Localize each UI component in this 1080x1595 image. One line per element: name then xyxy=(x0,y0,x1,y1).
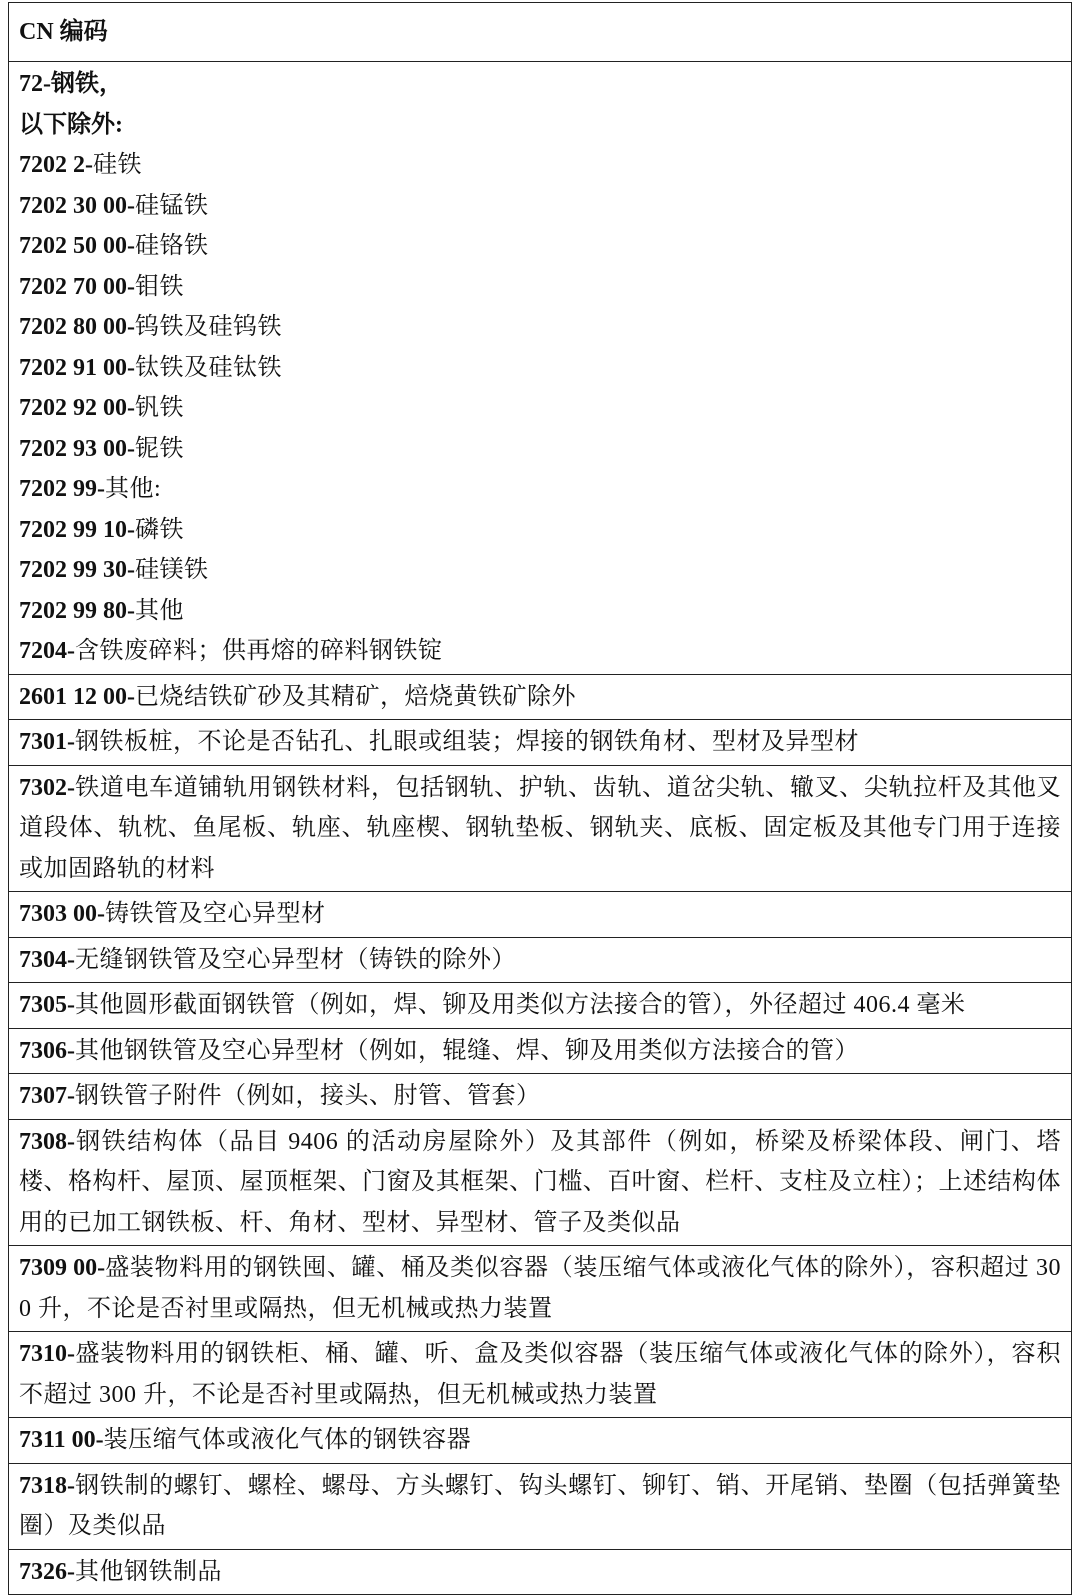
group-cell xyxy=(9,62,1072,675)
cn-code: 以下除外: xyxy=(19,111,123,138)
cn-description: 硅铬铁 xyxy=(135,233,209,259)
cn-code: 7304- xyxy=(19,946,75,973)
table-header-row xyxy=(9,3,1072,62)
table-cell xyxy=(9,720,1072,766)
group-line xyxy=(19,388,1061,429)
cn-code: 7202 2- xyxy=(19,152,93,178)
cn-description: 盛装物料用的钢铁柜、桶、罐、听、盒及类似容器（装压缩气体或液化气体的除外），容积不超过 300 升，不论是否衬里或隔热，但无机械或热力装置 xyxy=(19,1341,1061,1408)
cn-code: 7202 92 00- xyxy=(19,395,135,421)
cn-code: 7310- xyxy=(19,1341,75,1367)
cn-code: 7318- xyxy=(19,1472,75,1499)
table-cell xyxy=(9,1074,1072,1120)
table-row xyxy=(9,1119,1072,1246)
group-line xyxy=(19,591,1061,632)
cn-description: 钒铁 xyxy=(135,395,184,421)
table-cell xyxy=(9,937,1072,983)
table-cell xyxy=(9,674,1072,720)
group-line xyxy=(19,267,1061,308)
group-line xyxy=(19,550,1061,591)
table-row xyxy=(9,1246,1072,1332)
cn-code: 7326- xyxy=(19,1558,75,1585)
cn-code: 7204- xyxy=(19,638,75,664)
cn-code: 7303 00- xyxy=(19,901,105,927)
group-row-chapter-72 xyxy=(9,62,1072,675)
table-row xyxy=(9,1332,1072,1418)
cn-description: 装压缩气体或液化气体的钢铁容器 xyxy=(103,1427,472,1453)
cn-code: 7202 50 00- xyxy=(19,233,135,259)
cn-description: 盛装物料用的钢铁囤、罐、桶及类似容器（装压缩气体或液化气体的除外），容积超过 300 升，不论是否衬里或隔热，但无机械或热力装置 xyxy=(19,1255,1062,1322)
table-cell xyxy=(9,1463,1072,1549)
table-cell xyxy=(9,892,1072,938)
cn-description: 含铁废碎料；供再熔的碎料钢铁锭 xyxy=(75,638,443,664)
cn-description: 硅锰铁 xyxy=(135,192,209,219)
cn-description: 钢铁结构体（品目 9406 的活动房屋除外）及其部件（例如，桥梁及桥梁体段、闸门、塔楼、格构杆、屋顶、屋顶框架、门窗及其框架、门槛、百叶窗、栏杆、支柱及立柱）；上述结构体用的已加工钢铁板、杆、角材、型材、异型材、管子及类似品 xyxy=(19,1128,1061,1236)
table-row xyxy=(9,1418,1072,1464)
group-line xyxy=(19,510,1061,551)
cn-code: 2601 12 00- xyxy=(19,683,135,710)
table-row xyxy=(9,1028,1072,1074)
cn-code: 7202 93 00- xyxy=(19,435,135,462)
cn-description: 钛铁及硅钛铁 xyxy=(135,354,282,381)
cn-description: 硅铁 xyxy=(93,152,142,178)
cn-code: 7305- xyxy=(19,992,75,1018)
group-line xyxy=(19,64,1061,105)
table-cell xyxy=(9,1549,1072,1595)
group-line xyxy=(19,226,1061,267)
header-cell: CN 编码 xyxy=(9,3,1072,62)
cn-code: 7308- xyxy=(19,1128,75,1155)
cn-description: 其他圆形截面钢铁管（例如，焊、铆及用类似方法接合的管），外径超过 406.4 毫米 xyxy=(75,992,966,1018)
group-line xyxy=(19,186,1061,227)
table-cell xyxy=(9,1332,1072,1418)
cn-code: 7301- xyxy=(19,729,75,755)
cn-description: 铁道电车道铺轨用钢铁材料，包括钢轨、护轨、齿轨、道岔尖轨、辙叉、尖轨拉杆及其他叉道段体、轨枕、鱼尾板、轨座、轨座楔、钢轨垫板、钢轨夹、底板、固定板及其他专门用于连接或加固路轨的材料 xyxy=(19,774,1061,882)
table-row xyxy=(9,937,1072,983)
group-line xyxy=(19,105,1061,146)
cn-description: 硅镁铁 xyxy=(135,557,209,583)
table-row xyxy=(9,765,1072,892)
cn-description: 铸铁管及空心异型材 xyxy=(105,901,326,927)
group-line xyxy=(19,307,1061,348)
cn-code: 7311 00- xyxy=(19,1427,104,1453)
group-line xyxy=(19,631,1061,672)
cn-code: 7302- xyxy=(19,774,75,801)
table-body xyxy=(9,674,1072,1595)
cn-description: 其他钢铁管及空心异型材（例如，辊缝、焊、铆及用类似方法接合的管） xyxy=(75,1037,859,1064)
table-row xyxy=(9,720,1072,766)
cn-code: 7202 99 80- xyxy=(19,597,135,624)
cn-code: 7307- xyxy=(19,1083,75,1109)
table-cell xyxy=(9,1418,1072,1464)
cn-description: 钢铁板桩，不论是否钻孔、扎眼或组装；焊接的钢铁角材、型材及异型材 xyxy=(75,729,859,755)
table-row xyxy=(9,1549,1072,1595)
cn-description: 钢铁制的螺钉、螺栓、螺母、方头螺钉、钩头螺钉、铆钉、销、开尾销、垫圈（包括弹簧垫圈）及类似品 xyxy=(19,1472,1061,1539)
table-cell xyxy=(9,765,1072,892)
cn-description: 铌铁 xyxy=(135,435,184,462)
cn-code-table xyxy=(8,2,1072,1595)
cn-code: 7202 99 30- xyxy=(19,557,135,583)
group-line xyxy=(19,429,1061,470)
table-row xyxy=(9,892,1072,938)
cn-description: 其他: xyxy=(105,476,162,502)
cn-description: 钼铁 xyxy=(135,273,184,300)
table-row xyxy=(9,1074,1072,1120)
group-line xyxy=(19,145,1061,186)
cn-code-document xyxy=(8,2,1072,1595)
group-line xyxy=(19,348,1061,389)
cn-description: 其他钢铁制品 xyxy=(75,1558,222,1585)
table-cell xyxy=(9,1119,1072,1246)
table-cell xyxy=(9,983,1072,1029)
cn-code: 7202 70 00- xyxy=(19,273,135,300)
table-row xyxy=(9,1463,1072,1549)
cn-description: 其他 xyxy=(135,597,184,624)
cn-code: 7202 99- xyxy=(19,476,105,502)
cn-code: 7306- xyxy=(19,1037,75,1064)
cn-code: 7202 30 00- xyxy=(19,192,135,219)
cn-code: 7202 80 00- xyxy=(19,314,135,340)
table-cell xyxy=(9,1028,1072,1074)
cn-code: 7202 91 00- xyxy=(19,354,135,381)
cn-code: 72-钢铁， xyxy=(19,71,123,97)
group-line xyxy=(19,469,1061,510)
cn-description: 钢铁管子附件（例如，接头、肘管、管套） xyxy=(75,1083,541,1109)
table-cell xyxy=(9,1246,1072,1332)
table-row xyxy=(9,674,1072,720)
cn-description: 无缝钢铁管及空心异型材（铸铁的除外） xyxy=(75,946,516,973)
cn-description: 钨铁及硅钨铁 xyxy=(135,314,282,340)
cn-description: 已烧结铁矿砂及其精矿，焙烧黄铁矿除外 xyxy=(135,683,576,710)
cn-code: 7202 99 10- xyxy=(19,516,135,543)
cn-description: 磷铁 xyxy=(135,516,184,543)
cn-code: 7309 00- xyxy=(19,1255,106,1281)
table-row xyxy=(9,983,1072,1029)
